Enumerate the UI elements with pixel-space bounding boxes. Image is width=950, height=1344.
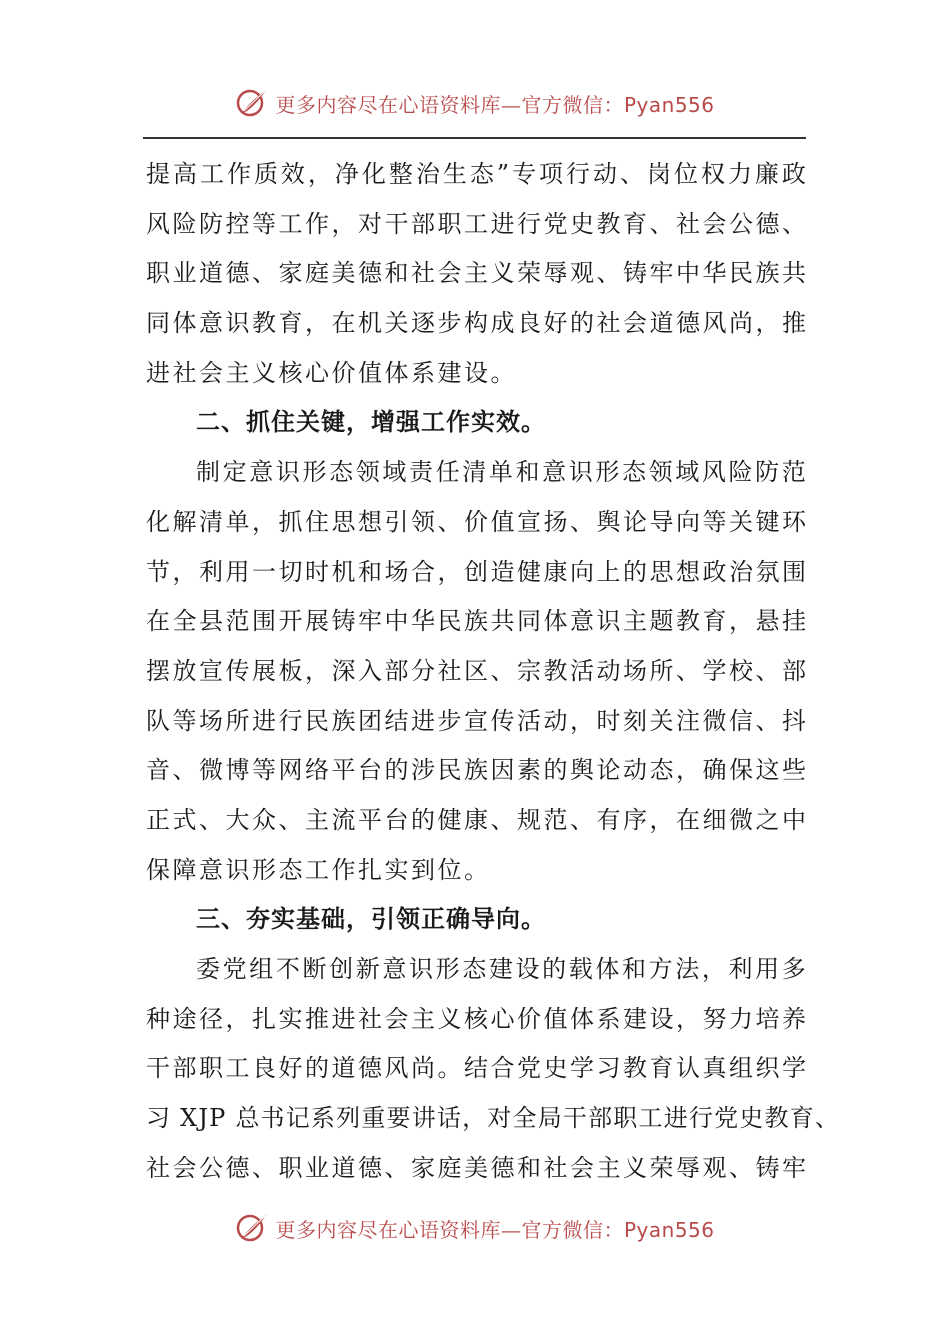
body-line: 节 ， 利 用 一 切 时 机 和 场 合 ， 创 造 健 康 向 上 的 思 想 政 治 氛 围 [146,557,806,586]
body-line: 习 XJP 总书记系列重要讲话，对全局干部职工进行党史教育、 [146,1104,841,1133]
body-line: 进社会主义核心价值体系建设。 [146,358,517,387]
body-line: 种 途 径 ， 扎 实 推 进 社 会 主 义 核 心 价 值 体 系 建 设 ， 努 力 培 养 [146,1004,806,1033]
watermark-text: 更多内容尽在心语资料库—官方微信： [275,1217,624,1242]
quill-logo-icon [235,86,269,120]
body-line: 摆 放 宣 传 展 板 ， 深 入 部 分 社 区 、 宗 教 活 动 场 所 、 学 校 、 部 [146,656,806,685]
body-line: 同 体 意 识 教 育 ， 在 机 关 逐 步 构 成 良 好 的 社 会 道 德 风 尚 ， 推 [146,309,806,338]
watermark-handle: Pyan556 [623,1217,715,1242]
section-heading: 二、抓住关键，增强工作实效。 [196,408,546,437]
footer-watermark [0,1206,950,1250]
section-heading: 三、夯实基础，引领正确导向。 [196,905,546,934]
body-line: 职 业 道 德 、 家 庭 美 德 和 社 会 主 义 荣 辱 观 、 铸 牢 中 华 民 族 共 [146,259,806,288]
header-rule [143,137,806,139]
body-line: 干 部 职 工 良 好 的 道 德 风 尚 。 结 合 党 史 学 习 教 育 认 真 组 织 学 [146,1054,806,1083]
body-line: 音 、 微 博 等 网 络 平 台 的 涉 民 族 因 素 的 舆 论 动 态 ， 确 保 这 些 [146,756,806,785]
watermark-text: 更多内容尽在心语资料库—官方微信： [275,92,624,117]
watermark-label [275,1214,714,1243]
document-body [146,150,841,1193]
body-line: 正 式 、 大 众 、 主 流 平 台 的 健 康 、 规 范 、 有 序 ， 在 细 微 之 中 [146,805,806,834]
body-line: 在 全 县 范 围 开 展 铸 牢 中 华 民 族 共 同 体 意 识 主 题 教 育 ， 悬 挂 [146,607,806,636]
body-line: 委 党 组 不 断 创 新 意 识 形 态 建 设 的 载 体 和 方 法 ， 利 用 多 [196,955,806,983]
body-line: 队 等 场 所 进 行 民 族 团 结 进 步 宣 传 活 动 ， 时 刻 关 注 微 信 、 抖 [146,706,806,735]
watermark-handle: Pyan556 [623,92,715,117]
quill-logo-icon [235,1211,269,1245]
body-line: 制 定 意 识 形 态 领 域 责 任 清 单 和 意 识 形 态 领 域 风 险 防 范 [196,458,806,487]
header-watermark [0,81,950,125]
body-line: 提 高 工 作 质 效 ， 净 化 整 治 生 态 ” 专 项 行 动 、 岗 位 权 力 廉 政 [146,160,806,188]
body-line: 化 解 清 单 ， 抓 住 思 想 引 领 、 价 值 宣 扬 、 舆 论 导 向 等 关 键 环 [146,507,806,536]
watermark-label [275,89,714,118]
body-line: 社会公德、职业道德、家庭美德和社会主义荣辱观、铸牢 [146,1153,809,1182]
body-line: 风 险 防 控 等 工 作 ， 对 干 部 职 工 进 行 党 史 教 育 、 社 会 公 德 、 [146,209,806,238]
body-line: 保障意识形态工作扎实到位。 [146,855,491,884]
